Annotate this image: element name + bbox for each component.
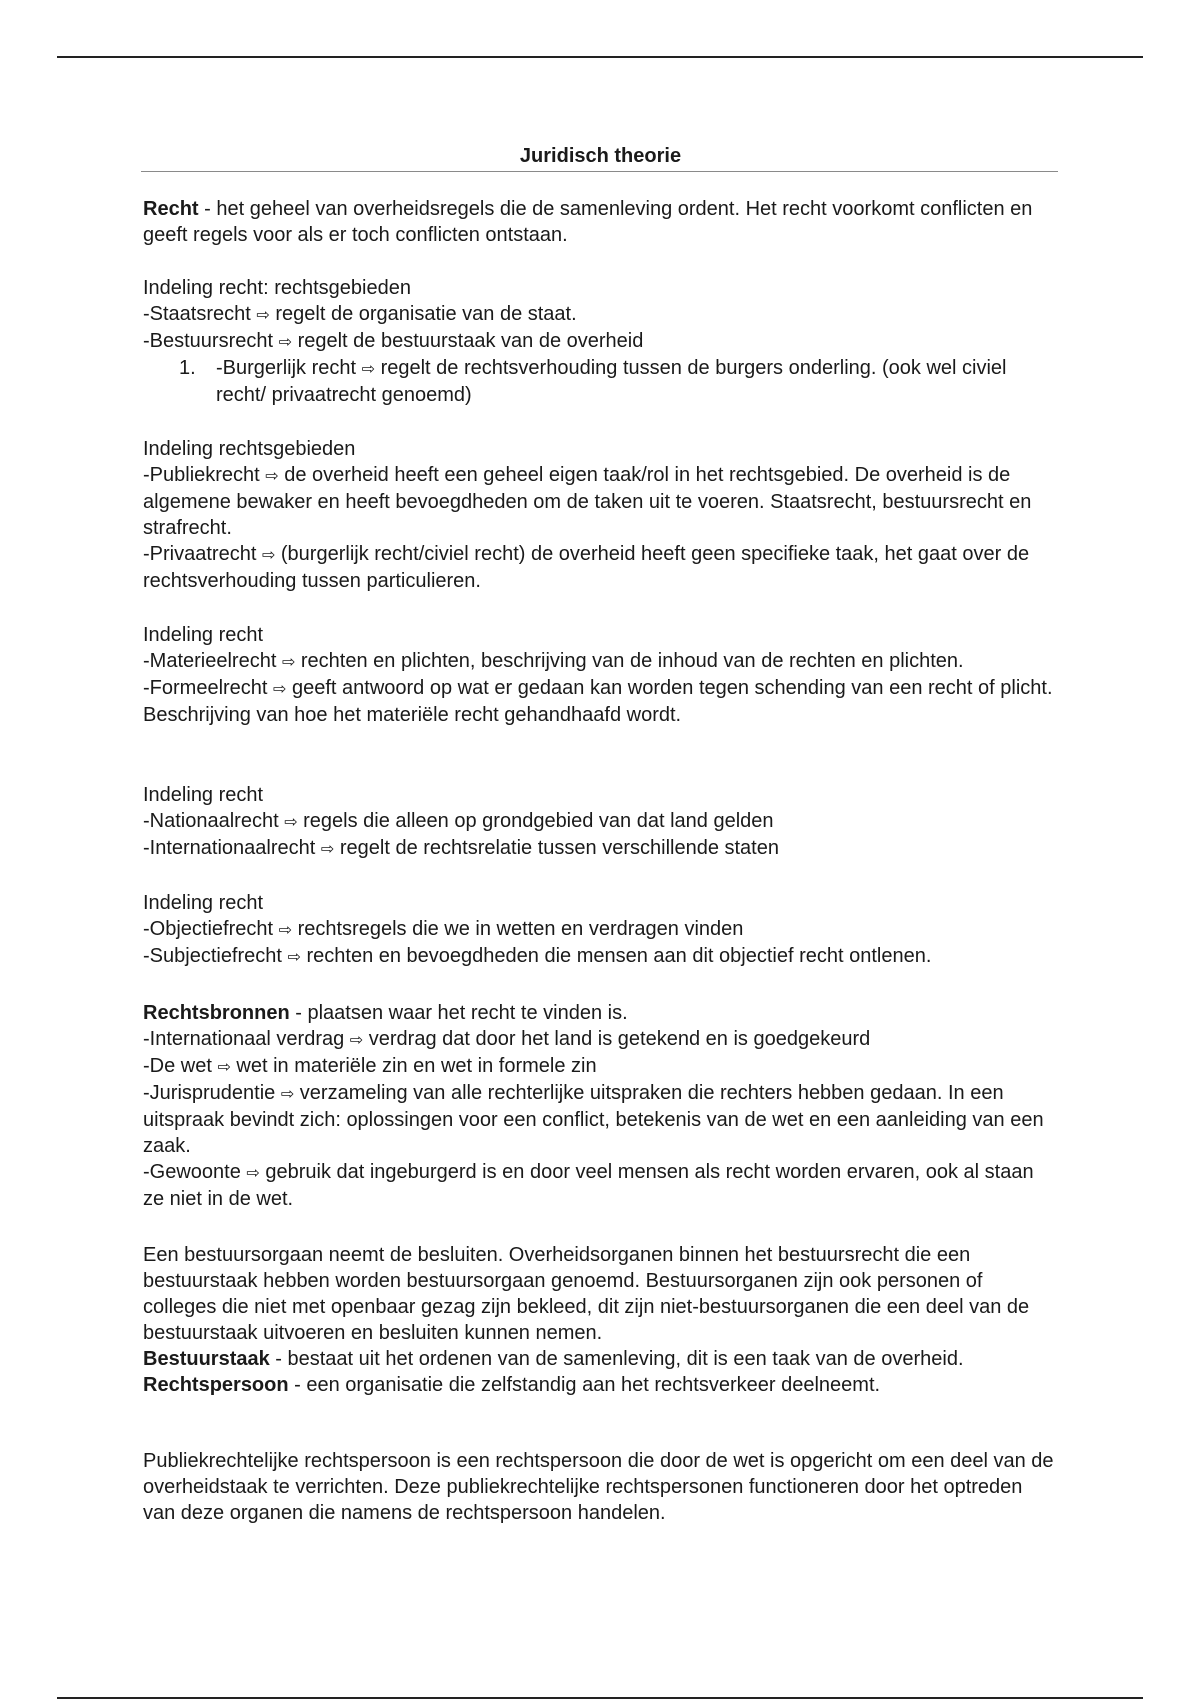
page-bottom-rule	[57, 1697, 1143, 1699]
list-item: -Staatsrecht ⇨ regelt de organisatie van de staat.	[143, 303, 577, 325]
arrow-icon: ⇨	[273, 679, 287, 698]
arrow-icon: ⇨	[278, 332, 293, 351]
document-title: Juridisch theorie	[519, 145, 682, 167]
section-rechtsgebieden-indeling	[143, 436, 1058, 594]
bestuurstaak-term: Bestuurstaak	[143, 1348, 270, 1370]
title-underline	[141, 171, 1058, 172]
section-heading: Indeling recht	[143, 892, 264, 914]
list-item: -Internationaalrecht ⇨ regelt de rechtsrelatie tussen verschillende staten	[143, 837, 779, 859]
arrow-icon: ⇨	[246, 1163, 260, 1182]
list-item: -Nationaalrecht ⇨ regels die alleen op grondgebied van dat land gelden	[143, 810, 774, 832]
section-heading: Indeling rechtsgebieden	[143, 438, 356, 460]
section-heading: Indeling recht	[143, 624, 264, 646]
section-heading: Indeling recht	[143, 784, 264, 806]
arrow-icon: ⇨	[320, 839, 335, 858]
rechtspersoon-term: Rechtspersoon	[143, 1374, 289, 1396]
recht-term: Recht	[143, 198, 199, 220]
arrow-icon: ⇨	[284, 812, 298, 831]
arrow-icon: ⇨	[280, 1084, 295, 1103]
rechtspersoon-definition: Rechtspersoon - een organisatie die zelfstandig aan het rechtsverkeer deelneemt.	[143, 1374, 881, 1396]
recht-text: - het geheel van overheidsregels die de samenleving ordent. Het recht voorkomt conflicten en geeft regels voor als er toch conflicten ontstaan.	[143, 198, 1033, 246]
arrow-icon: ⇨	[349, 1030, 364, 1049]
page-top-rule	[57, 56, 1143, 58]
numbered-list-item: 1. -Burgerlijk recht ⇨ regelt de rechtsverhouding tussen de burgers onderling. (ook wel civiel recht/ privaatrecht genoemd)	[179, 357, 1007, 406]
arrow-icon: ⇨	[265, 466, 279, 485]
rechtsbronnen-term: Rechtsbronnen	[143, 1002, 290, 1024]
recht-definition	[143, 196, 1058, 248]
bestuurstaak-definition: Bestuurstaak - bestaat uit het ordenen van de samenleving, dit is een taak van de overheid.	[143, 1348, 964, 1370]
arrow-icon: ⇨	[281, 652, 296, 671]
section-heading: Indeling recht: rechtsgebieden	[143, 277, 411, 299]
section-nationaal-internationaal	[143, 782, 1058, 862]
list-item: -Internationaal verdrag ⇨ verdrag dat door het land is getekend en is goedgekeurd	[143, 1028, 871, 1050]
list-number: 1.	[179, 357, 196, 379]
section-rechtsbronnen	[143, 1000, 1058, 1212]
list-item: -Objectiefrecht ⇨ rechtsregels die we in wetten en verdragen vinden	[143, 918, 744, 940]
rechtsbronnen-definition: Rechtsbronnen - plaatsen waar het recht te vinden is.	[143, 1002, 628, 1024]
list-item: -Formeelrecht ⇨ geeft antwoord op wat er gedaan kan worden tegen schending van een recht of plicht. Beschrijving van hoe het materiële recht gehandhaafd wordt.	[143, 677, 1053, 726]
section-materieel-formeel	[143, 622, 1058, 728]
section-rechtsgebieden	[143, 275, 1058, 408]
bestuursorgaan-paragraph: Een bestuursorgaan neemt de besluiten. Overheidsorganen binnen het bestuursrecht die een bestuurstaak hebben worden bestuursorgaan genoemd. Bestuursorganen zijn ook personen of colleges die niet met openbaar gezag zijn bekleed, dit zijn niet-bestuursorganen die een deel van de bestuurstaak uitvoeren en besluiten kunnen nemen.	[143, 1244, 1030, 1344]
section-bestuursorgaan	[143, 1242, 1058, 1398]
arrow-icon: ⇨	[256, 305, 270, 324]
arrow-icon: ⇨	[361, 359, 376, 378]
arrow-icon: ⇨	[278, 920, 293, 939]
list-item: -Publiekrecht ⇨ de overheid heeft een geheel eigen taak/rol in het rechtsgebied. De overheid is de algemene bewaker en heeft bevoegdheden om de taken uit te voeren. Staatsrecht, bestuursrecht en strafrecht.	[143, 464, 1032, 539]
list-item: -Subjectiefrecht ⇨ rechten en bevoegdheden die mensen aan dit objectief recht ontlenen.	[143, 945, 932, 967]
publiekrechtelijk-paragraph: Publiekrechtelijke rechtspersoon is een rechtspersoon die door de wet is opgericht om een deel van de overheidstaak te verrichten. Deze publiekrechtelijke rechtspersonen functioneren door het optreden van deze organen die namens de rechtspersoon handelen.	[143, 1450, 1054, 1524]
arrow-icon: ⇨	[287, 947, 301, 966]
list-item: -Privaatrecht ⇨ (burgerlijk recht/civiel recht) de overheid heeft geen specifieke taak, het gaat over de rechtsverhouding tussen particulieren.	[143, 543, 1030, 592]
list-item: -Jurisprudentie ⇨ verzameling van alle rechterlijke uitspraken die rechters hebben gedaan. In een uitspraak bevindt zich: oplossingen voor een conflict, betekenis van de wet en een aanleiding van een zaak.	[143, 1082, 1044, 1157]
section-publiekrechtelijk	[143, 1448, 1058, 1526]
list-item: -Materieelrecht ⇨ rechten en plichten, beschrijving van de inhoud van de rechten en plichten.	[143, 650, 964, 672]
list-item: -Gewoonte ⇨ gebruik dat ingeburgerd is en door veel mensen als recht worden ervaren, ook al staan ze niet in de wet.	[143, 1161, 1034, 1210]
arrow-icon: ⇨	[261, 545, 276, 564]
arrow-icon: ⇨	[217, 1057, 231, 1076]
list-item: -Bestuursrecht ⇨ regelt de bestuurstaak van de overheid	[143, 330, 644, 352]
list-item: -De wet ⇨ wet in materiële zin en wet in formele zin	[143, 1055, 597, 1077]
section-objectief-subjectief	[143, 890, 1058, 970]
